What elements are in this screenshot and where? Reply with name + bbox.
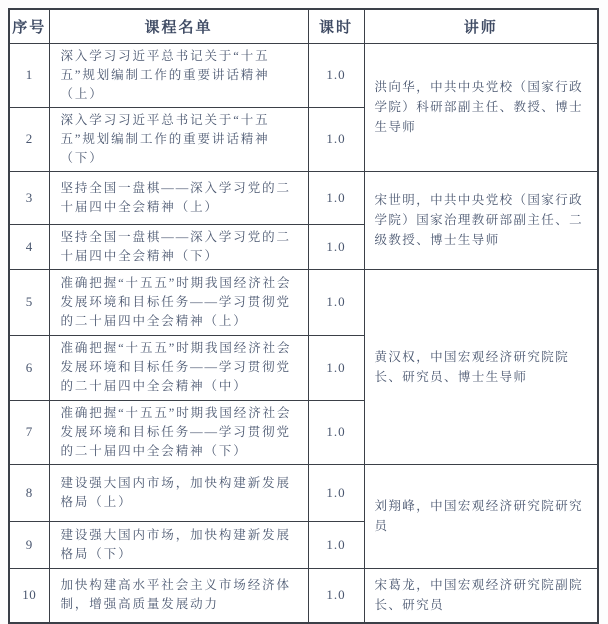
- course-name: 加快构建高水平社会主义市场经济体制，增强高质量发展动力: [49, 568, 308, 623]
- header-lecturer: 讲师: [364, 9, 598, 43]
- course-name: 准确把握“十五五”时期我国经济社会发展环境和目标任务——学习贯彻党的二十届四中全会精神（上）: [49, 269, 308, 335]
- course-hours: 1.0: [308, 269, 364, 335]
- header-no: 序号: [9, 9, 49, 43]
- table-row: [9, 43, 598, 107]
- course-hours: 1.0: [308, 521, 364, 568]
- course-name: 建设强大国内市场，加快构建新发展格局（上）: [49, 464, 308, 521]
- course-name: 坚持全国一盘棋——深入学习党的二十届四中全会精神（上）: [49, 171, 308, 224]
- row-number: 1: [9, 43, 49, 107]
- course-name: 准确把握“十五五”时期我国经济社会发展环境和目标任务——学习贯彻党的二十届四中全会精神（中）: [49, 335, 308, 400]
- row-number: 10: [9, 568, 49, 623]
- table-row: [9, 171, 598, 224]
- course-hours: 1.0: [308, 107, 364, 171]
- row-number: 3: [9, 171, 49, 224]
- course-hours: 1.0: [308, 171, 364, 224]
- row-number: 2: [9, 107, 49, 171]
- lecturer-cell: 宋葛龙，中国宏观经济研究院副院长、研究员: [364, 568, 598, 623]
- lecturer-cell: 宋世明，中共中央党校（国家行政学院）国家治理教研部副主任、二级教授、博士生导师: [364, 171, 598, 269]
- course-hours: 1.0: [308, 568, 364, 623]
- course-hours: 1.0: [308, 335, 364, 400]
- row-number: 4: [9, 224, 49, 269]
- course-hours: 1.0: [308, 464, 364, 521]
- row-number: 9: [9, 521, 49, 568]
- course-name: 深入学习习近平总书记关于“十五五”规划编制工作的重要讲话精神（下）: [49, 107, 308, 171]
- header-course: 课程名单: [49, 9, 308, 43]
- course-hours: 1.0: [308, 224, 364, 269]
- course-name: 建设强大国内市场，加快构建新发展格局（下）: [49, 521, 308, 568]
- table-header-row: [9, 9, 598, 43]
- header-hours: 课时: [308, 9, 364, 43]
- lecturer-cell: 洪向华，中共中央党校（国家行政学院）科研部副主任、教授、博士生导师: [364, 43, 598, 171]
- course-name: 准确把握“十五五”时期我国经济社会发展环境和目标任务——学习贯彻党的二十届四中全会精神（下）: [49, 400, 308, 464]
- table-row: [9, 568, 598, 623]
- course-hours: 1.0: [308, 43, 364, 107]
- course-hours: 1.0: [308, 400, 364, 464]
- row-number: 5: [9, 269, 49, 335]
- row-number: 8: [9, 464, 49, 521]
- lecturer-cell: 黄汉权，中国宏观经济研究院院长、研究员、博士生导师: [364, 269, 598, 464]
- row-number: 6: [9, 335, 49, 400]
- course-name: 深入学习习近平总书记关于“十五五”规划编制工作的重要讲话精神（上）: [49, 43, 308, 107]
- course-table: [8, 8, 599, 624]
- course-name: 坚持全国一盘棋——深入学习党的二十届四中全会精神（下）: [49, 224, 308, 269]
- row-number: 7: [9, 400, 49, 464]
- table-row: [9, 269, 598, 335]
- table-row: [9, 464, 598, 521]
- lecturer-cell: 刘翔峰，中国宏观经济研究院研究员: [364, 464, 598, 568]
